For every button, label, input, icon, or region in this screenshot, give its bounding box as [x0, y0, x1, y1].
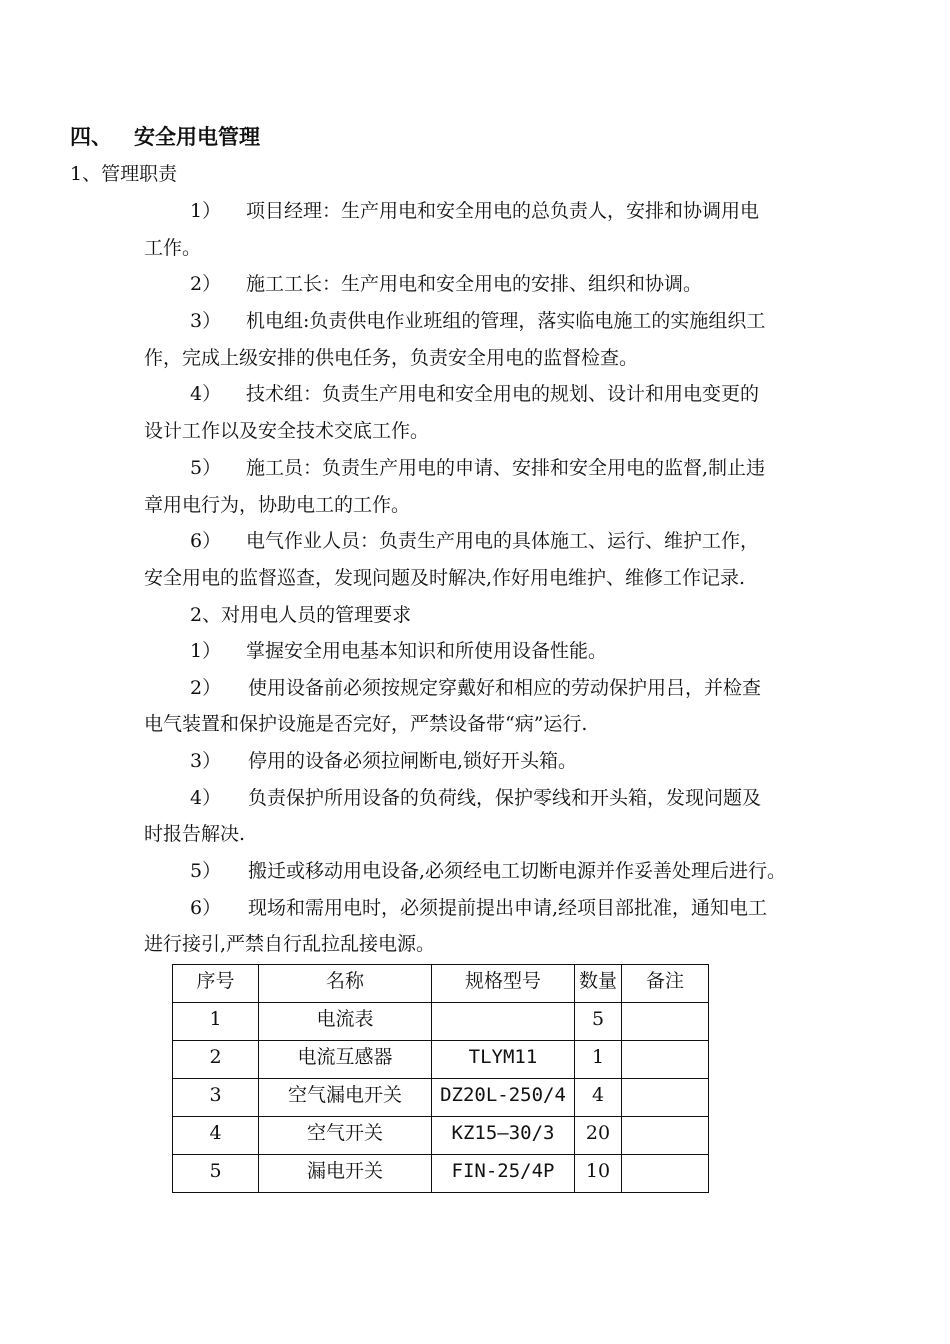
header-cell-name: 名称	[259, 965, 432, 1003]
equipment-table	[172, 964, 709, 1193]
list-item-text: 负责保护所用设备的负荷线，保护零线和开头箱，发现问题及	[248, 787, 762, 809]
list-item-number: 4）	[190, 383, 222, 405]
list-item-text: 施工员：负责生产用电的申请、安排和安全用电的监督,制止违	[246, 457, 766, 479]
table-cell: 20	[575, 1117, 622, 1155]
subsection-title: 2、对用电人员的管理要求	[190, 604, 412, 626]
list-item-text: 机电组:负责供电作业班组的管理，落实临电施工的实施组织工	[246, 310, 766, 332]
list-item-number: 1）	[190, 200, 222, 222]
list-item-number: 6）	[190, 897, 222, 919]
list-item-number: 3）	[190, 310, 222, 332]
table-cell: 电流互感器	[259, 1041, 432, 1079]
table-cell: 2	[173, 1041, 259, 1079]
list-item-text-continued: 进行接引,严禁自行乱拉乱接电源。	[144, 933, 436, 955]
table-cell: TLYM11	[432, 1041, 575, 1079]
list-item-text: 停用的设备必须拉闸断电,锁好开头箱。	[248, 750, 578, 772]
list-item-text: 技术组：负责生产用电和安全用电的规划、设计和用电变更的	[246, 383, 760, 405]
table-cell: DZ20L-250/4	[432, 1079, 575, 1117]
table-cell	[622, 1117, 709, 1155]
table-row	[173, 1041, 709, 1079]
table-row	[173, 1003, 709, 1041]
list-item-text-continued: 工作。	[144, 237, 202, 259]
list-item-number: 6）	[190, 530, 222, 552]
table-cell: 5	[575, 1003, 622, 1041]
table-row	[173, 1155, 709, 1193]
list-item-text: 电气作业人员：负责生产用电的具体施工、运行、维护工作，	[246, 530, 760, 552]
table-cell: 漏电开关	[259, 1155, 432, 1193]
list-item-text-continued: 安全用电的监督巡查，发现问题及时解决,作好用电维护、维修工作记录.	[144, 567, 746, 589]
header-cell-remarks: 备注	[622, 965, 709, 1003]
table-cell	[622, 1003, 709, 1041]
list-item-number: 5）	[190, 860, 222, 882]
table-cell	[622, 1155, 709, 1193]
table-cell: 空气开关	[259, 1117, 432, 1155]
header-cell-index: 序号	[173, 965, 259, 1003]
table-cell	[432, 1003, 575, 1041]
list-item-text: 使用设备前必须按规定穿戴好和相应的劳动保护用吕，并检查	[248, 677, 762, 699]
header-cell-quantity: 数量	[575, 965, 622, 1003]
table-row	[173, 1079, 709, 1117]
table-cell: 5	[173, 1155, 259, 1193]
table-cell: 空气漏电开关	[259, 1079, 432, 1117]
table-cell: 1	[173, 1003, 259, 1041]
table-cell: 1	[575, 1041, 622, 1079]
table-cell: 电流表	[259, 1003, 432, 1041]
section-title: 安全用电管理	[134, 125, 260, 149]
table-cell: 4	[173, 1117, 259, 1155]
list-item-text-continued: 作，完成上级安排的供电任务，负责安全用电的监督检查。	[144, 347, 639, 369]
list-item-number: 5）	[190, 457, 222, 479]
list-item-text: 现场和需用电时，必须提前提出申请,经项目部批准，通知电工	[248, 897, 768, 919]
table-cell: 10	[575, 1155, 622, 1193]
table-cell: FIN-25/4P	[432, 1155, 575, 1193]
list-item-number: 2）	[190, 273, 222, 295]
list-item-text-continued: 设计工作以及安全技术交底工作。	[144, 420, 430, 442]
section-number: 四、	[70, 125, 112, 149]
list-item-text: 施工工长：生产用电和安全用电的安排、组织和协调。	[246, 273, 703, 295]
list-item-text: 搬迁或移动用电设备,必须经电工切断电源并作妥善处理后进行。	[248, 860, 787, 882]
list-item-number: 3）	[190, 750, 222, 772]
list-item-text: 项目经理：生产用电和安全用电的总负责人，安排和协调用电	[246, 200, 760, 222]
list-item-text: 掌握安全用电基本知识和所使用设备性能。	[246, 640, 608, 662]
list-item-number: 1）	[190, 640, 222, 662]
list-item-number: 4）	[190, 787, 222, 809]
list-item-text-continued: 时报告解决.	[144, 823, 246, 845]
table-cell	[622, 1079, 709, 1117]
list-item-number: 2）	[190, 677, 222, 699]
table-cell	[622, 1041, 709, 1079]
table-header-row	[173, 965, 709, 1003]
table-cell: 3	[173, 1079, 259, 1117]
table-cell: KZ15—30/3	[432, 1117, 575, 1155]
table-row	[173, 1117, 709, 1155]
subsection-title: 1、管理职责	[70, 163, 178, 185]
list-item-text-continued: 电气装置和保护设施是否完好，严禁设备带“病”运行.	[144, 713, 588, 735]
list-item-text-continued: 章用电行为，协助电工的工作。	[144, 494, 411, 516]
table-cell: 4	[575, 1079, 622, 1117]
header-cell-model: 规格型号	[432, 965, 575, 1003]
